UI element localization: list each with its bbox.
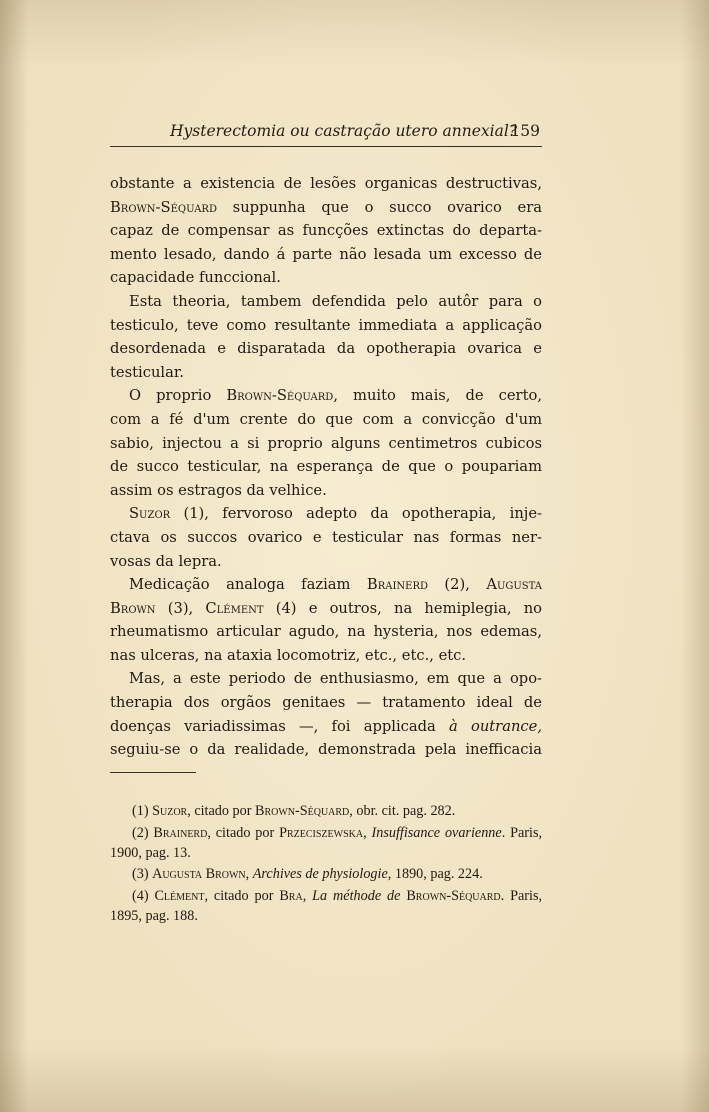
body-text — [110, 172, 542, 762]
text-line: Brown (3), Clément (4) e outros, na hemiplegia, no — [110, 599, 542, 617]
author-name: Brown — [110, 599, 156, 617]
author-name: Brown-Séquard — [226, 387, 334, 405]
text-line: rheumatismo articular agudo, na hysteria, nos edemas, — [110, 623, 542, 641]
text-line: mento lesado, dando á parte não lesada um excesso de — [110, 245, 542, 263]
author-name: Brainerd — [366, 576, 428, 594]
text-line: doenças variadissimas —, foi applicada à outrance, — [110, 717, 543, 735]
text-line: com a fé d'um crente do que com a convicção d'um — [110, 410, 542, 428]
author-name: Augusta — [486, 576, 542, 594]
author-name: Clément — [205, 599, 264, 617]
text-line: testicular. — [110, 363, 184, 381]
text-line: sabio, injectou a si proprio alguns centimetros cubicos — [110, 434, 542, 452]
footnotes — [110, 802, 542, 929]
emphasis: à outrance, — [449, 717, 543, 735]
text-line: nas ulceras, na ataxia locomotriz, etc., etc., etc. — [110, 646, 467, 664]
text-line: de succo testicular, na esperança de que o poupariam — [110, 458, 542, 476]
text-line: Suzor (1), fervoroso adepto da opotherapia, inje- — [129, 505, 542, 523]
author-name: Brown-Séquard — [110, 198, 217, 216]
text-line: obstante a existencia de lesões organicas destructivas, — [110, 175, 542, 192]
text-line: ctava os succos ovarico e testicular nas formas ner- — [110, 528, 542, 546]
footnote-2: (2) Brainerd, citado por Przeciszewska, Insuffisance ovarienne. Paris, 1900, pag. 13. — [110, 824, 543, 861]
text-line: Medicação analoga faziam Brainerd (2), Augusta — [129, 576, 542, 594]
text-line: vosas da lepra. — [110, 552, 222, 570]
text-line: Mas, a este periodo de enthusiasmo, em que a opo- — [129, 670, 542, 688]
text-line: therapia dos orgãos genitaes — tratamento ideal de — [110, 694, 542, 712]
text-line: capacidade funccional. — [110, 269, 281, 287]
running-title: Hysterectomia ou castração utero annexial? — [170, 122, 518, 140]
page-number: 159 — [510, 122, 540, 140]
text-line: seguiu-se o da realidade, demonstrada pela inefficacia — [110, 741, 542, 759]
author-name: Suzor — [129, 505, 171, 523]
footnote-separator — [110, 772, 196, 773]
text-line: Brown-Séquard suppunha que o succo ovarico era — [110, 198, 542, 216]
text-line: Esta theoria, tambem defendida pelo autôr para o — [129, 292, 542, 310]
text-line: capaz de compensar as funcções extinctas do departa- — [110, 222, 542, 240]
footnote-3: (3) Augusta Brown, Archives de physiologie, 1890, pag. 224. — [132, 866, 483, 883]
running-head — [110, 120, 542, 147]
text-line: assim os estragos da velhice. — [110, 481, 327, 499]
text-line: testiculo, teve como resultante immediata a applicação — [110, 316, 542, 334]
text-line: desordenada e disparatada da opotherapia ovarica e — [110, 340, 542, 358]
footnote-1: (1) Suzor, citado por Brown-Séquard, obr. cit. pag. 282. — [132, 803, 456, 819]
footnote-4: (4) Clément, citado por Bra, La méthode de Brown-Séquard. Paris, 1895, pag. 188. — [110, 888, 543, 924]
text-line: O proprio Brown-Séquard, muito mais, de certo, — [129, 387, 542, 405]
